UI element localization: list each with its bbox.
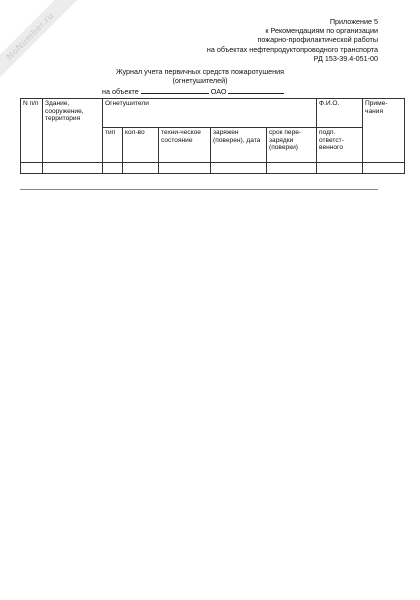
appendix-block [138, 17, 378, 63]
subheader-recharge-term: срок пере-зарядки (поверки) [267, 128, 317, 163]
table-row [21, 163, 405, 174]
object-blank-field[interactable] [141, 86, 209, 94]
header-building: Здание, сооружение, территория [43, 99, 103, 163]
header-fio: Ф.И.О. [317, 99, 363, 128]
table-cell[interactable] [211, 163, 267, 174]
journal-header [100, 68, 300, 96]
table-cell[interactable] [123, 163, 159, 174]
table-header-row [21, 99, 405, 128]
subheader-type: тип [103, 128, 123, 163]
table-cell[interactable] [317, 163, 363, 174]
extinguisher-table [20, 98, 405, 174]
watermark-ribbon [0, 0, 85, 91]
table-cell[interactable] [103, 163, 123, 174]
watermark-text: NoNumber.ru [4, 10, 56, 62]
object-line [100, 86, 300, 97]
table-cell[interactable] [159, 163, 211, 174]
table-cell[interactable] [363, 163, 405, 174]
journal-title: Журнал учета первичных средств пожаротушения [115, 67, 285, 76]
company-label: ОАО [210, 86, 227, 96]
appendix-line: Приложение 5 [329, 17, 378, 26]
subheader-responsible: подп. ответст-венного [317, 128, 363, 163]
appendix-line: РД 153-39.4-051-00 [313, 53, 378, 63]
subheader-condition: техни-ческое состояние [159, 128, 211, 163]
subheader-charged: заряжен (поверен), дата [211, 128, 267, 163]
appendix-line: пожарно-профилактической работы [257, 35, 378, 45]
table-cell[interactable] [43, 163, 103, 174]
subheader-count: кол-во [123, 128, 159, 163]
company-blank-field[interactable] [228, 86, 284, 94]
header-num: N п/п [21, 99, 43, 163]
header-extinguishers: Огнетушители [103, 99, 317, 128]
journal-subtitle: (огнетушителей) [172, 75, 228, 85]
table-cell[interactable] [267, 163, 317, 174]
appendix-line: на объектах нефтепродуктопроводного транспорта [206, 44, 378, 54]
header-note: Приме-чания [363, 99, 405, 163]
appendix-line: к Рекомендациям по организации [265, 26, 378, 36]
table-cell[interactable] [21, 163, 43, 174]
page-divider [20, 189, 378, 190]
object-label: на объекте [102, 86, 139, 96]
